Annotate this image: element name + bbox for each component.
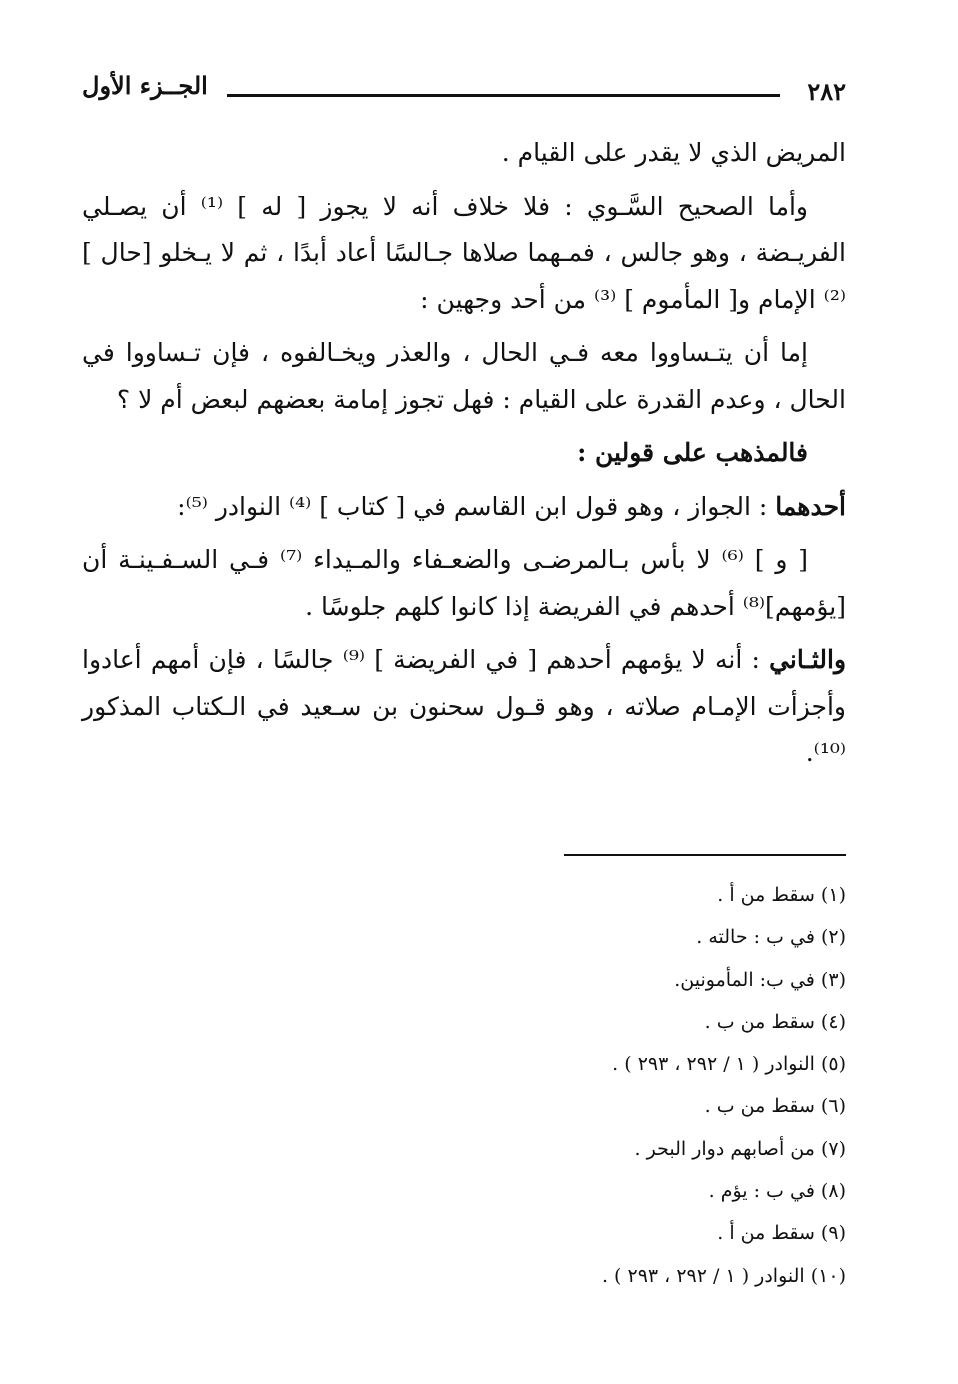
main-text <box>82 130 846 784</box>
page-header <box>82 70 846 110</box>
paragraph-4-text: : الجواز ، وهو قول ابن القاسم في [ كتاب ] ⁽⁴⁾ النوادر ⁽⁵⁾: <box>177 491 768 521</box>
footnote-2: (٢) في ب : حالته . <box>696 926 846 949</box>
footnote-rule <box>564 854 846 856</box>
footnote-9: (٩) سقط من أ . <box>717 1222 846 1245</box>
footnote-10: (١٠) النوادر ( ١ / ٢٩٢ ، ٢٩٣ ) . <box>601 1264 846 1287</box>
paragraph-3: إما أن يتـساووا معه فـي الحال ، والعذر ويخـالفوه ، فإن تـساووا في الحال ، وعدم القدرة على القيام : فهل تجوز إمامة بعضهم لبعض أم لا ؟ <box>82 338 846 414</box>
page-number: ٢٨٢ <box>807 77 846 106</box>
paragraph-5: [ و ] ⁽⁶⁾ لا بأس بـالمرضـى والضعـفاء والمـيداء ⁽⁷⁾ فـي السـفـينـة أن [يؤمهم]⁽⁸⁾ أحدهم في الفريضة إذا كانوا كلهم جلوسًا . <box>82 545 846 621</box>
footnote-4: (٤) سقط من ب . <box>704 1010 846 1033</box>
paragraph-6 <box>82 637 846 777</box>
footnote-1: (١) سقط من أ . <box>717 884 846 906</box>
footnotes <box>286 874 846 1297</box>
section-heading: فالمذهب على قولين : <box>577 438 808 467</box>
footnote-8: (٨) في ب : يؤم . <box>708 1180 846 1203</box>
footnote-6: (٦) سقط من ب . <box>704 1095 846 1118</box>
footnote-3: (٣) في ب: المأمونين. <box>674 968 846 991</box>
running-title: الجــزء الأول <box>82 71 208 100</box>
paragraph-2: وأما الصحيح السَّـوي : فلا خلاف أنه لا يجوز [ له ] ⁽¹⁾ أن يصـلي الفريـضة ، وهو جالس ، فمـهما صلاها جـالسًا أعاد أبدًا ، ثم لا يـخلو [حال ] ⁽²⁾ الإمام و[ المأموم ] ⁽³⁾ من أحد وجهين : <box>82 191 846 314</box>
footnote-7: (٧) من أصابهم دوار البحر . <box>634 1137 846 1160</box>
paragraph-6-text: : أنه لا يؤمهم أحدهم [ في الفريضة ] ⁽⁹⁾ جالسًا ، فإن أمهم أعادوا وأجزأت الإمـام صلاته ، وهو قـول سحنون بن سـعيد في الـكتاب المذكور ⁽¹⁰⁾. <box>82 645 846 767</box>
paragraph-1: المريض الذي لا يقدر على القيام . <box>501 138 846 167</box>
header-rule <box>227 94 780 97</box>
paragraph-4-lead: أحدهما <box>775 491 846 521</box>
paragraph-6-lead: والثـاني <box>769 645 847 674</box>
paragraph-4 <box>82 484 846 531</box>
footnote-5: (٥) النوادر ( ١ / ٢٩٢ ، ٢٩٣ ) . <box>612 1053 846 1076</box>
